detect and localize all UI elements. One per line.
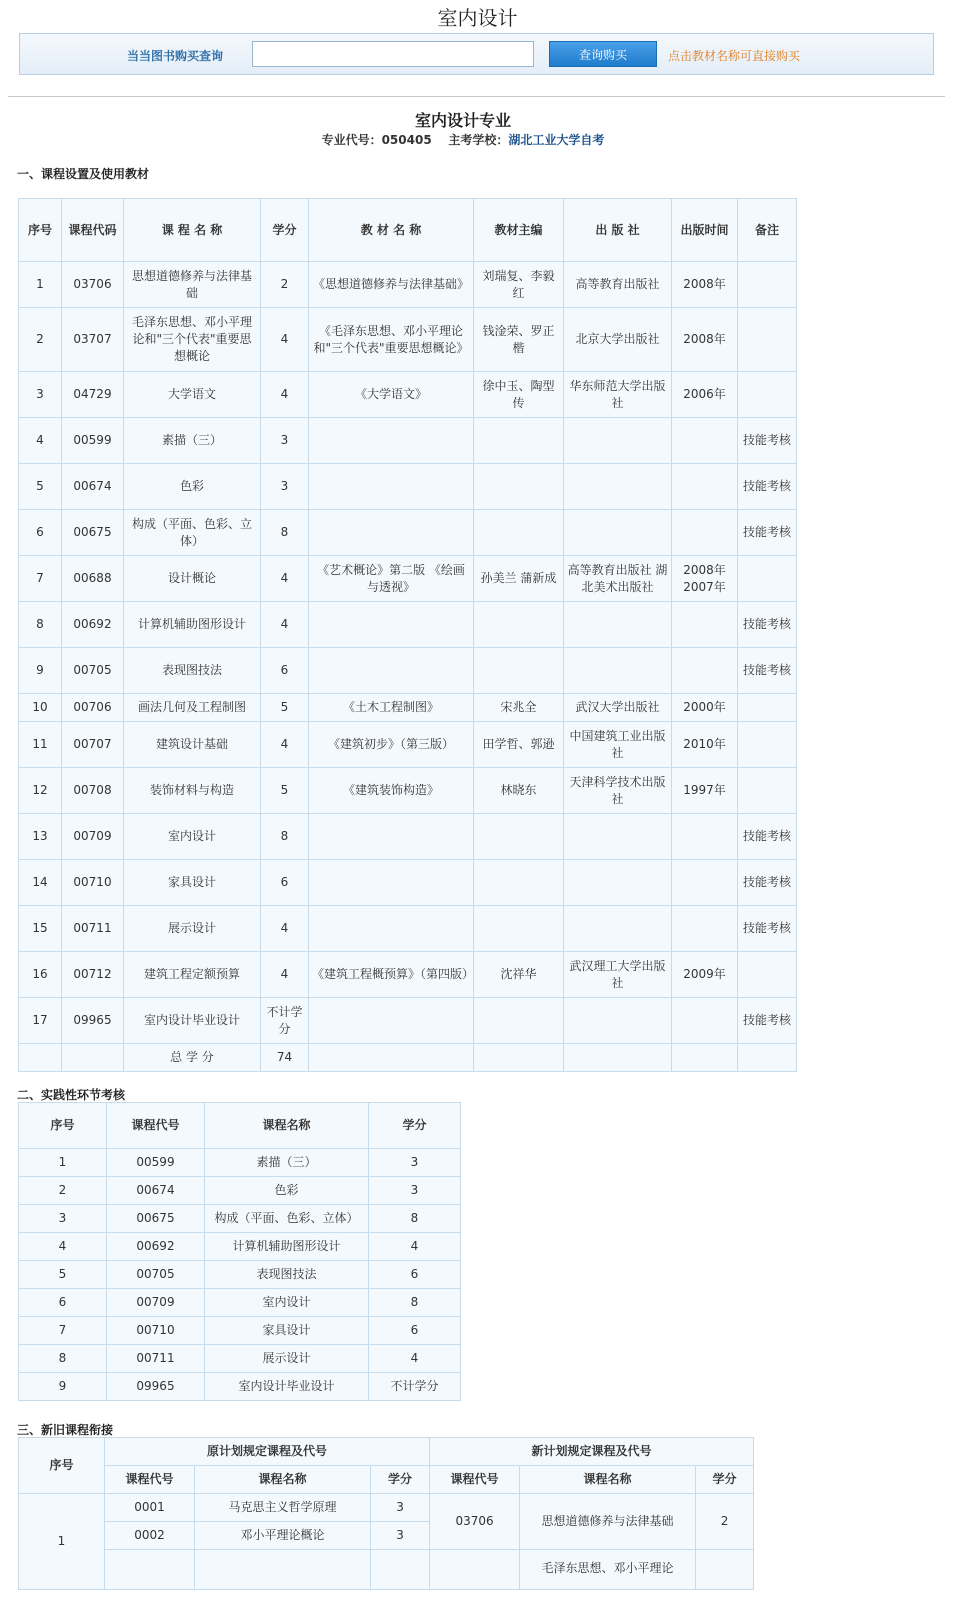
cell-publisher: 高等教育出版社 — [564, 262, 672, 308]
cell-remark: 技能考核 — [738, 602, 797, 648]
cell-pub-year: 1997年 — [672, 768, 738, 814]
cell-publisher: 武汉大学出版社 — [564, 694, 672, 722]
cell-old-name — [195, 1550, 371, 1590]
cell-remark: 技能考核 — [738, 418, 797, 464]
cell-credit: 4 — [261, 308, 309, 372]
cell-no: 15 — [19, 906, 62, 952]
cell-publisher — [564, 648, 672, 694]
cell-code: 00711 — [62, 906, 124, 952]
cell-pub-year — [672, 814, 738, 860]
cell-old-name: 马克思主义哲学原理 — [195, 1494, 371, 1522]
cell-pub-year: 2008年 2007年 — [672, 556, 738, 602]
cell-textbook[interactable]: 《土木工程制图》 — [309, 694, 474, 722]
cell-credit: 6 — [261, 648, 309, 694]
cell-editor: 沈祥华 — [474, 952, 564, 998]
cell-code: 00705 — [107, 1261, 205, 1289]
table-row — [19, 1205, 461, 1233]
cell-new-name: 毛泽东思想、邓小平理论 — [520, 1550, 696, 1590]
cell-editor — [474, 648, 564, 694]
cell-remark: 技能考核 — [738, 998, 797, 1044]
cell-remark: 技能考核 — [738, 464, 797, 510]
cell-editor — [474, 906, 564, 952]
cell-editor — [474, 860, 564, 906]
table-row — [19, 814, 797, 860]
cell-no — [19, 1044, 62, 1072]
cell-pub-year — [672, 602, 738, 648]
total-value: 74 — [261, 1044, 309, 1072]
cell-course-name: 毛泽东思想、邓小平理论和"三个代表"重要思想概论 — [124, 308, 261, 372]
col-header: 课程名称 — [205, 1103, 369, 1149]
cell-credit: 4 — [369, 1345, 461, 1373]
col-header: 序号 — [19, 199, 62, 262]
table-row — [19, 1261, 461, 1289]
table-row — [19, 1317, 461, 1345]
cell-no: 1 — [19, 1149, 107, 1177]
cell-textbook[interactable] — [309, 510, 474, 556]
cell-textbook[interactable]: 《艺术概论》第二版 《绘画与透视》 — [309, 556, 474, 602]
cell-old-credit: 3 — [371, 1522, 430, 1550]
cell-pub-year: 2008年 — [672, 262, 738, 308]
table-row — [19, 722, 797, 768]
cell-old-code: 0001 — [105, 1494, 195, 1522]
section-heading-transition: 三、新旧课程衔接 — [17, 1423, 114, 1437]
col-header: 学分 — [696, 1466, 754, 1494]
cell-course-name: 画法几何及工程制图 — [124, 694, 261, 722]
table-row — [19, 694, 797, 722]
cell-publisher — [564, 510, 672, 556]
col-header: 课程代号 — [107, 1103, 205, 1149]
cell-textbook[interactable]: 《建筑工程概预算》（第四版） — [309, 952, 474, 998]
cell-new-code — [430, 1550, 520, 1590]
cell-course-name: 构成（平面、色彩、立体） — [124, 510, 261, 556]
section-heading-courses: 一、课程设置及使用教材 — [17, 167, 150, 181]
cell-credit: 3 — [369, 1177, 461, 1205]
cell-pub-year: 2008年 — [672, 308, 738, 372]
cell-remark — [738, 372, 797, 418]
cell-code: 03706 — [62, 262, 124, 308]
cell-code: 00675 — [107, 1205, 205, 1233]
table-row — [19, 1149, 461, 1177]
cell-credit: 5 — [261, 768, 309, 814]
cell-code: 00705 — [62, 648, 124, 694]
cell-publisher — [564, 464, 672, 510]
cell-course-name: 展示设计 — [124, 906, 261, 952]
col-header: 备注 — [738, 199, 797, 262]
cell-remark — [738, 952, 797, 998]
cell-code: 00674 — [62, 464, 124, 510]
cell-course-name: 展示设计 — [205, 1345, 369, 1373]
cell-course-name: 构成（平面、色彩、立体） — [205, 1205, 369, 1233]
col-header: 课 程 名 称 — [124, 199, 261, 262]
cell-code: 00709 — [62, 814, 124, 860]
cell-credit: 8 — [369, 1289, 461, 1317]
col-header: 学分 — [261, 199, 309, 262]
cell-editor: 徐中玉、陶型传 — [474, 372, 564, 418]
cell-credit: 3 — [261, 418, 309, 464]
table-row — [19, 1494, 754, 1522]
cell-course-name: 计算机辅助图形设计 — [205, 1233, 369, 1261]
course-table — [18, 198, 797, 1072]
major-title: 室内设计专业 — [414, 111, 511, 130]
group-header-old: 原计划规定课程及代号 — [105, 1438, 430, 1466]
cell-textbook[interactable]: 《建筑装饰构造》 — [309, 768, 474, 814]
cell-code — [62, 1044, 124, 1072]
table-row — [19, 1233, 461, 1261]
major-code-label: 专业代号： — [321, 133, 382, 147]
cell-no: 3 — [19, 372, 62, 418]
table-row — [19, 1289, 461, 1317]
cell-pub-year — [672, 418, 738, 464]
cell-no: 8 — [19, 1345, 107, 1373]
cell-course-name: 室内设计 — [205, 1289, 369, 1317]
section-heading-practice: 二、实践性环节考核 — [17, 1088, 126, 1102]
col-header: 教材主编 — [474, 199, 564, 262]
cell-credit: 2 — [261, 262, 309, 308]
cell-new-code: 03706 — [430, 1494, 520, 1550]
cell-course-name: 室内设计毕业设计 — [124, 998, 261, 1044]
col-header-no: 序号 — [19, 1438, 105, 1494]
cell-publisher — [564, 1044, 672, 1072]
cell-publisher: 华东师范大学出版社 — [564, 372, 672, 418]
table-row — [19, 464, 797, 510]
cell-publisher — [564, 860, 672, 906]
cell-no: 16 — [19, 952, 62, 998]
cell-code: 00599 — [107, 1149, 205, 1177]
table-row — [19, 1373, 461, 1401]
cell-no: 17 — [19, 998, 62, 1044]
cell-credit: 4 — [261, 906, 309, 952]
cell-old-credit — [371, 1550, 430, 1590]
col-header: 序号 — [19, 1103, 107, 1149]
page-title: 室内设计 — [437, 6, 518, 30]
search-hint: 点击教材名称可直接购买 — [668, 49, 801, 63]
cell-credit: 5 — [261, 694, 309, 722]
practice-table — [18, 1102, 461, 1401]
cell-no: 3 — [19, 1205, 107, 1233]
cell-publisher — [564, 906, 672, 952]
total-row — [19, 1044, 797, 1072]
cell-credit: 不计学分 — [261, 998, 309, 1044]
cell-credit: 4 — [261, 602, 309, 648]
cell-no: 5 — [19, 464, 62, 510]
col-header: 课程名称 — [520, 1466, 696, 1494]
cell-course-name: 建筑工程定额预算 — [124, 952, 261, 998]
cell-editor — [474, 814, 564, 860]
cell-no: 4 — [19, 418, 62, 464]
cell-publisher: 天津科学技术出版社 — [564, 768, 672, 814]
cell-code: 00707 — [62, 722, 124, 768]
cell-course-name: 色彩 — [124, 464, 261, 510]
cell-pub-year: 2006年 — [672, 372, 738, 418]
table-row — [19, 860, 797, 906]
cell-no: 8 — [19, 602, 62, 648]
cell-course-name: 大学语文 — [124, 372, 261, 418]
cell-course-name: 装饰材料与构造 — [124, 768, 261, 814]
cell-code: 00710 — [62, 860, 124, 906]
col-header: 课程代号 — [105, 1466, 195, 1494]
table-row — [19, 510, 797, 556]
cell-remark: 技能考核 — [738, 510, 797, 556]
table-row — [19, 602, 797, 648]
major-subtitle — [0, 131, 926, 148]
group-header-new: 新计划规定课程及代号 — [430, 1438, 754, 1466]
cell-remark: 技能考核 — [738, 860, 797, 906]
cell-publisher: 武汉理工大学出版社 — [564, 952, 672, 998]
cell-course-name: 素描（三） — [124, 418, 261, 464]
cell-credit: 4 — [261, 556, 309, 602]
cell-credit: 4 — [369, 1233, 461, 1261]
cell-editor — [474, 602, 564, 648]
cell-course-name: 建筑设计基础 — [124, 722, 261, 768]
cell-pub-year: 2009年 — [672, 952, 738, 998]
cell-textbook[interactable] — [309, 860, 474, 906]
cell-textbook[interactable]: 《大学语文》 — [309, 372, 474, 418]
cell-credit: 3 — [261, 464, 309, 510]
cell-no: 1 — [19, 262, 62, 308]
cell-credit: 4 — [261, 372, 309, 418]
cell-publisher: 中国建筑工业出版社 — [564, 722, 672, 768]
cell-textbook[interactable]: 《思想道德修养与法律基础》 — [309, 262, 474, 308]
cell-code: 00710 — [107, 1317, 205, 1345]
cell-course-name: 家具设计 — [124, 860, 261, 906]
col-header: 出版时间 — [672, 199, 738, 262]
table-row — [19, 768, 797, 814]
cell-no: 7 — [19, 1317, 107, 1345]
cell-pub-year — [672, 510, 738, 556]
cell-course-name: 色彩 — [205, 1177, 369, 1205]
cell-credit: 4 — [261, 952, 309, 998]
table-row — [19, 1177, 461, 1205]
cell-new-credit: 2 — [696, 1494, 754, 1550]
cell-publisher — [564, 418, 672, 464]
cell-code: 00692 — [62, 602, 124, 648]
transition-table — [18, 1437, 754, 1590]
cell-editor: 刘瑞复、李毅红 — [474, 262, 564, 308]
table-row — [19, 556, 797, 602]
cell-pub-year — [672, 860, 738, 906]
col-header: 课程代码 — [62, 199, 124, 262]
total-label: 总 学 分 — [124, 1044, 261, 1072]
cell-textbook[interactable] — [309, 464, 474, 510]
cell-credit: 8 — [369, 1205, 461, 1233]
cell-course-name: 家具设计 — [205, 1317, 369, 1345]
cell-credit: 8 — [261, 814, 309, 860]
cell-course-name: 表现图技法 — [124, 648, 261, 694]
school-label: 主考学校： — [448, 133, 509, 147]
cell-editor: 宋兆全 — [474, 694, 564, 722]
cell-editor: 田学哲、郭逊 — [474, 722, 564, 768]
cell-editor — [474, 464, 564, 510]
cell-pub-year — [672, 1044, 738, 1072]
cell-editor: 孙美兰 蒲新成 — [474, 556, 564, 602]
cell-course-name: 思想道德修养与法律基础 — [124, 262, 261, 308]
course-table-header — [19, 199, 797, 262]
cell-editor — [474, 1044, 564, 1072]
cell-old-credit: 3 — [371, 1494, 430, 1522]
cell-code: 00674 — [107, 1177, 205, 1205]
table-row — [19, 906, 797, 952]
cell-remark — [738, 768, 797, 814]
cell-remark — [738, 722, 797, 768]
cell-remark — [738, 694, 797, 722]
cell-textbook[interactable] — [309, 418, 474, 464]
cell-course-name: 素描（三） — [205, 1149, 369, 1177]
cell-textbook[interactable]: 《建筑初步》（第三版） — [309, 722, 474, 768]
cell-code: 04729 — [62, 372, 124, 418]
cell-textbook[interactable] — [309, 602, 474, 648]
cell-remark — [738, 1044, 797, 1072]
col-header: 课程代号 — [430, 1466, 520, 1494]
cell-editor — [474, 418, 564, 464]
cell-pub-year — [672, 464, 738, 510]
table-row — [19, 1550, 754, 1590]
cell-no: 11 — [19, 722, 62, 768]
cell-editor — [474, 998, 564, 1044]
cell-textbook[interactable]: 《毛泽东思想、邓小平理论和"三个代表"重要思想概论》 — [309, 308, 474, 372]
cell-code: 00675 — [62, 510, 124, 556]
table-row — [19, 308, 797, 372]
search-input[interactable] — [252, 41, 534, 67]
cell-no: 9 — [19, 1373, 107, 1401]
cell-no: 2 — [19, 1177, 107, 1205]
cell-no: 13 — [19, 814, 62, 860]
cell-credit: 6 — [261, 860, 309, 906]
col-header: 教 材 名 称 — [309, 199, 474, 262]
cell-credit: 6 — [369, 1317, 461, 1345]
cell-editor: 钱淦荣、罗正楷 — [474, 308, 564, 372]
cell-pub-year — [672, 998, 738, 1044]
cell-code: 09965 — [62, 998, 124, 1044]
cell-course-name: 计算机辅助图形设计 — [124, 602, 261, 648]
cell-no: 7 — [19, 556, 62, 602]
col-header: 学分 — [371, 1466, 430, 1494]
cell-course-name: 表现图技法 — [205, 1261, 369, 1289]
cell-new-name: 思想道德修养与法律基础 — [520, 1494, 696, 1550]
table-row — [19, 1345, 461, 1373]
cell-code: 00712 — [62, 952, 124, 998]
cell-no: 6 — [19, 1289, 107, 1317]
cell-code: 00711 — [107, 1345, 205, 1373]
cell-pub-year: 2000年 — [672, 694, 738, 722]
cell-textbook[interactable] — [309, 906, 474, 952]
cell-code: 00599 — [62, 418, 124, 464]
cell-pub-year — [672, 906, 738, 952]
table-row — [19, 998, 797, 1044]
cell-remark — [738, 262, 797, 308]
col-header: 出 版 社 — [564, 199, 672, 262]
table-row — [19, 262, 797, 308]
major-code: 050405 — [381, 133, 432, 147]
cell-textbook[interactable] — [309, 648, 474, 694]
cell-code: 00688 — [62, 556, 124, 602]
table-row — [19, 952, 797, 998]
cell-remark — [738, 556, 797, 602]
cell-no: 2 — [19, 308, 62, 372]
search-button[interactable]: 查询购买 — [549, 41, 657, 67]
cell-editor — [474, 510, 564, 556]
cell-pub-year — [672, 648, 738, 694]
table-row — [19, 372, 797, 418]
cell-publisher — [564, 602, 672, 648]
cell-pub-year: 2010年 — [672, 722, 738, 768]
cell-old-code: 0002 — [105, 1522, 195, 1550]
search-label: 当当图书购买查询 — [127, 49, 224, 63]
cell-code: 00708 — [62, 768, 124, 814]
cell-textbook[interactable] — [309, 998, 474, 1044]
cell-code: 03707 — [62, 308, 124, 372]
cell-code: 00706 — [62, 694, 124, 722]
cell-no: 10 — [19, 694, 62, 722]
cell-no: 6 — [19, 510, 62, 556]
cell-credit: 8 — [261, 510, 309, 556]
school-name: 湖北工业大学自考 — [508, 133, 605, 147]
practice-table-header — [19, 1103, 461, 1149]
cell-publisher: 北京大学出版社 — [564, 308, 672, 372]
cell-no: 9 — [19, 648, 62, 694]
cell-no: 1 — [19, 1494, 105, 1590]
table-row — [19, 648, 797, 694]
cell-credit: 6 — [369, 1261, 461, 1289]
cell-remark: 技能考核 — [738, 906, 797, 952]
cell-publisher — [564, 998, 672, 1044]
col-header: 学分 — [369, 1103, 461, 1149]
cell-code: 00709 — [107, 1289, 205, 1317]
cell-remark — [738, 308, 797, 372]
cell-no: 5 — [19, 1261, 107, 1289]
cell-publisher — [564, 814, 672, 860]
search-bar — [19, 33, 934, 75]
cell-credit: 3 — [369, 1149, 461, 1177]
table-row — [19, 418, 797, 464]
cell-remark: 技能考核 — [738, 648, 797, 694]
cell-code: 09965 — [107, 1373, 205, 1401]
cell-credit: 不计学分 — [369, 1373, 461, 1401]
divider — [8, 96, 945, 97]
cell-course-name: 设计概论 — [124, 556, 261, 602]
cell-code: 00692 — [107, 1233, 205, 1261]
cell-course-name: 室内设计 — [124, 814, 261, 860]
cell-remark: 技能考核 — [738, 814, 797, 860]
cell-credit: 4 — [261, 722, 309, 768]
cell-textbook — [309, 1044, 474, 1072]
cell-no: 14 — [19, 860, 62, 906]
cell-textbook[interactable] — [309, 814, 474, 860]
cell-editor: 林晓东 — [474, 768, 564, 814]
cell-course-name: 室内设计毕业设计 — [205, 1373, 369, 1401]
cell-no: 12 — [19, 768, 62, 814]
cell-no: 4 — [19, 1233, 107, 1261]
cell-old-code — [105, 1550, 195, 1590]
cell-old-name: 邓小平理论概论 — [195, 1522, 371, 1550]
col-header: 课程名称 — [195, 1466, 371, 1494]
cell-publisher: 高等教育出版社 湖北美术出版社 — [564, 556, 672, 602]
cell-new-credit — [696, 1550, 754, 1590]
